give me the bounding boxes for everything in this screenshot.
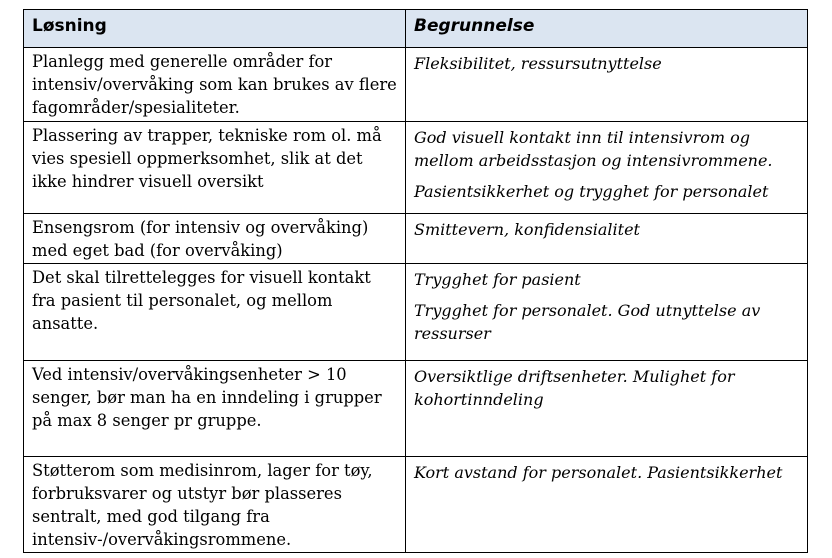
solution-cell: Ved intensiv/overvåkingsenheter > 10 senger, bør man ha en inndeling i grupper på max 8 senger pr gruppe.: [24, 361, 406, 457]
table-row: [24, 214, 808, 264]
table-row: [24, 48, 808, 122]
reason-cell: [406, 264, 808, 361]
reason-text: God visuell kontakt inn til intensivrom og mellom arbeidsstasjon og intensivrommene.: [414, 128, 773, 170]
table-row: [24, 457, 808, 553]
reason-text: Oversiktlige driftsenheter. Mulighet for kohortinndeling: [414, 367, 735, 409]
header-reason: Begrunnelse: [406, 10, 808, 48]
reason-text: Pasientsikkerhet og trygghet for personalet: [414, 182, 769, 201]
solutions-table: [23, 9, 808, 553]
table-row: [24, 361, 808, 457]
solution-cell: Plassering av trapper, tekniske rom ol. må vies spesiell oppmerksomhet, slik at det ikke hindrer visuell oversikt: [24, 122, 406, 214]
reason-text: Fleksibilitet, ressursutnyttelse: [414, 54, 662, 73]
reason-cell: [406, 214, 808, 264]
header-solution: Løsning: [24, 10, 406, 48]
table-row: [24, 122, 808, 214]
reason-cell: [406, 457, 808, 553]
table-row: [24, 264, 808, 361]
header-row: [24, 10, 808, 48]
reason-text: Trygghet for pasient: [414, 270, 581, 289]
reason-text: Smittevern, konfidensialitet: [414, 220, 640, 239]
solution-cell: Det skal tilrettelegges for visuell kontakt fra pasient til personalet, og mellom ansatte.: [24, 264, 406, 361]
reason-text: Trygghet for personalet. God utnyttelse av ressurser: [414, 301, 761, 343]
reason-text: Kort avstand for personalet. Pasientsikkerhet: [414, 463, 783, 482]
solution-cell: Planlegg med generelle områder for intensiv/overvåking som kan brukes av flere fagområder/spesialiteter.: [24, 48, 406, 122]
reason-cell: [406, 122, 808, 214]
reason-cell: [406, 361, 808, 457]
solution-cell: Støtterom som medisinrom, lager for tøy, forbruksvarer og utstyr bør plasseres sentralt, med god tilgang fra intensiv-/overvåkingsrommene.: [24, 457, 406, 553]
solution-cell: Ensengsrom (for intensiv og overvåking) med eget bad (for overvåking): [24, 214, 406, 264]
reason-cell: [406, 48, 808, 122]
